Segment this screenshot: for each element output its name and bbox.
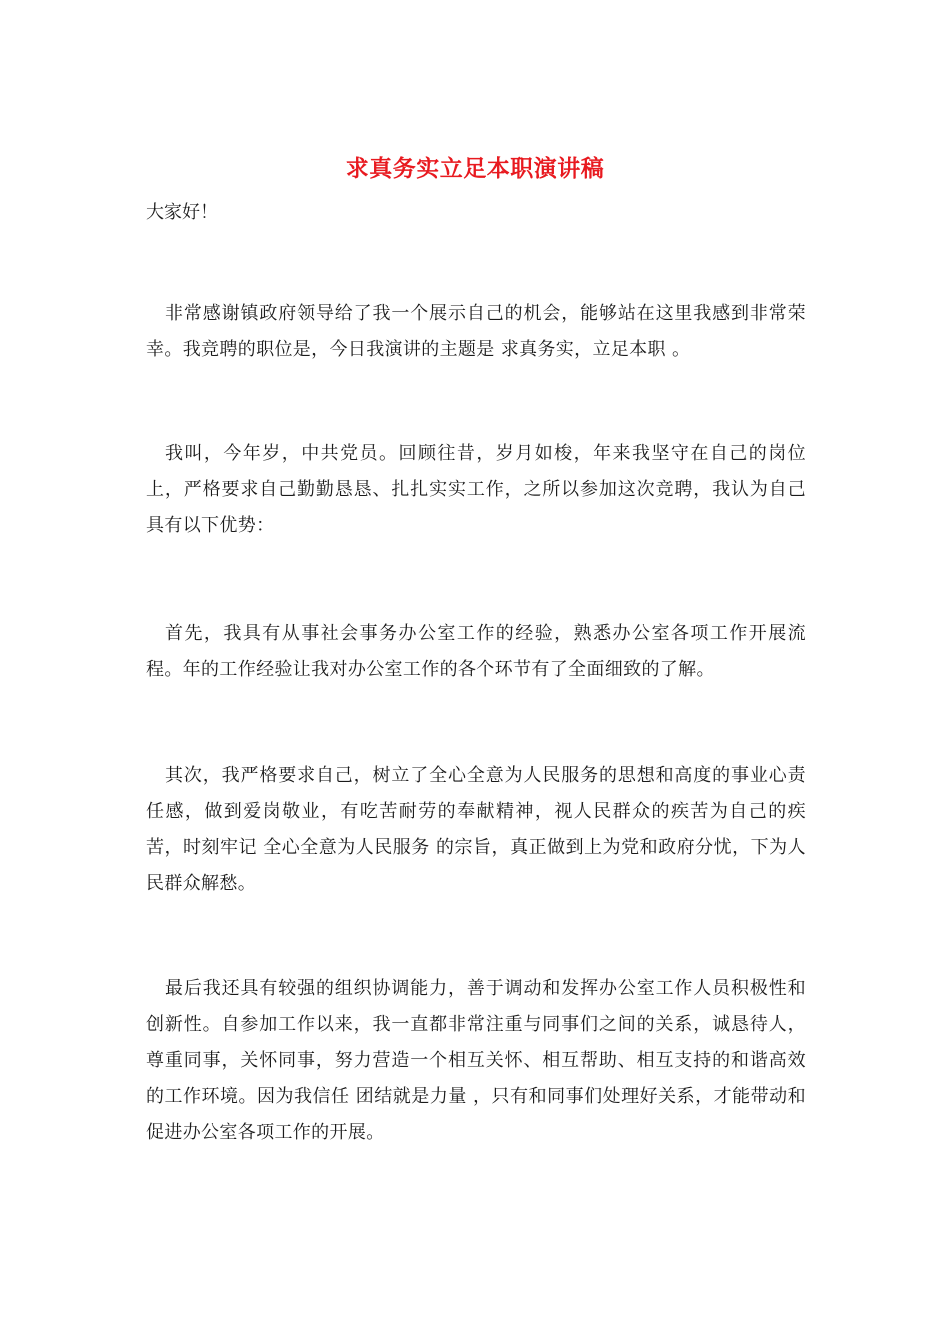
greeting-line: 大家好！: [146, 202, 218, 223]
document-title: 求真务实立足本职演讲稿: [345, 155, 605, 182]
paragraph-2: 我叫，今年岁，中共党员。回顾往昔，岁月如梭，年来我坚守在自己的岗位上，严格要求自己勤勤恳恳、扎扎实实工作，之所以参加这次竞聘，我认为自己具有以下优势：: [146, 443, 806, 536]
paragraph-1: 非常感谢镇政府领导给了我一个展示自己的机会，能够站在这里我感到非常荣幸。我竞聘的职位是，今日我演讲的主题是 求真务实，立足本职 。: [146, 303, 806, 360]
paragraph-4: 其次，我严格要求自己，树立了全心全意为人民服务的思想和高度的事业心责任感，做到爱岗敬业，有吃苦耐劳的奉献精神，视人民群众的疾苦为自己的疾苦，时刻牢记 全心全意为人民服务 的宗旨，真正做到上为党和政府分忧，下为人民群众解愁。: [146, 765, 806, 894]
paragraph-5: 最后我还具有较强的组织协调能力，善于调动和发挥办公室工作人员积极性和创新性。自参加工作以来，我一直都非常注重与同事们之间的关系，诚恳待人，尊重同事，关怀同事，努力营造一个相互关怀、相互帮助、相互支持的和谐高效的工作环境。因为我信任 团结就是力量 ，只有和同事们处理好关系，才能带动和促进办公室各项工作的开展。: [146, 978, 806, 1143]
paragraph-3: 首先，我具有从事社会事务办公室工作的经验，熟悉办公室各项工作开展流程。年的工作经验让我对办公室工作的各个环节有了全面细致的了解。: [146, 623, 806, 680]
